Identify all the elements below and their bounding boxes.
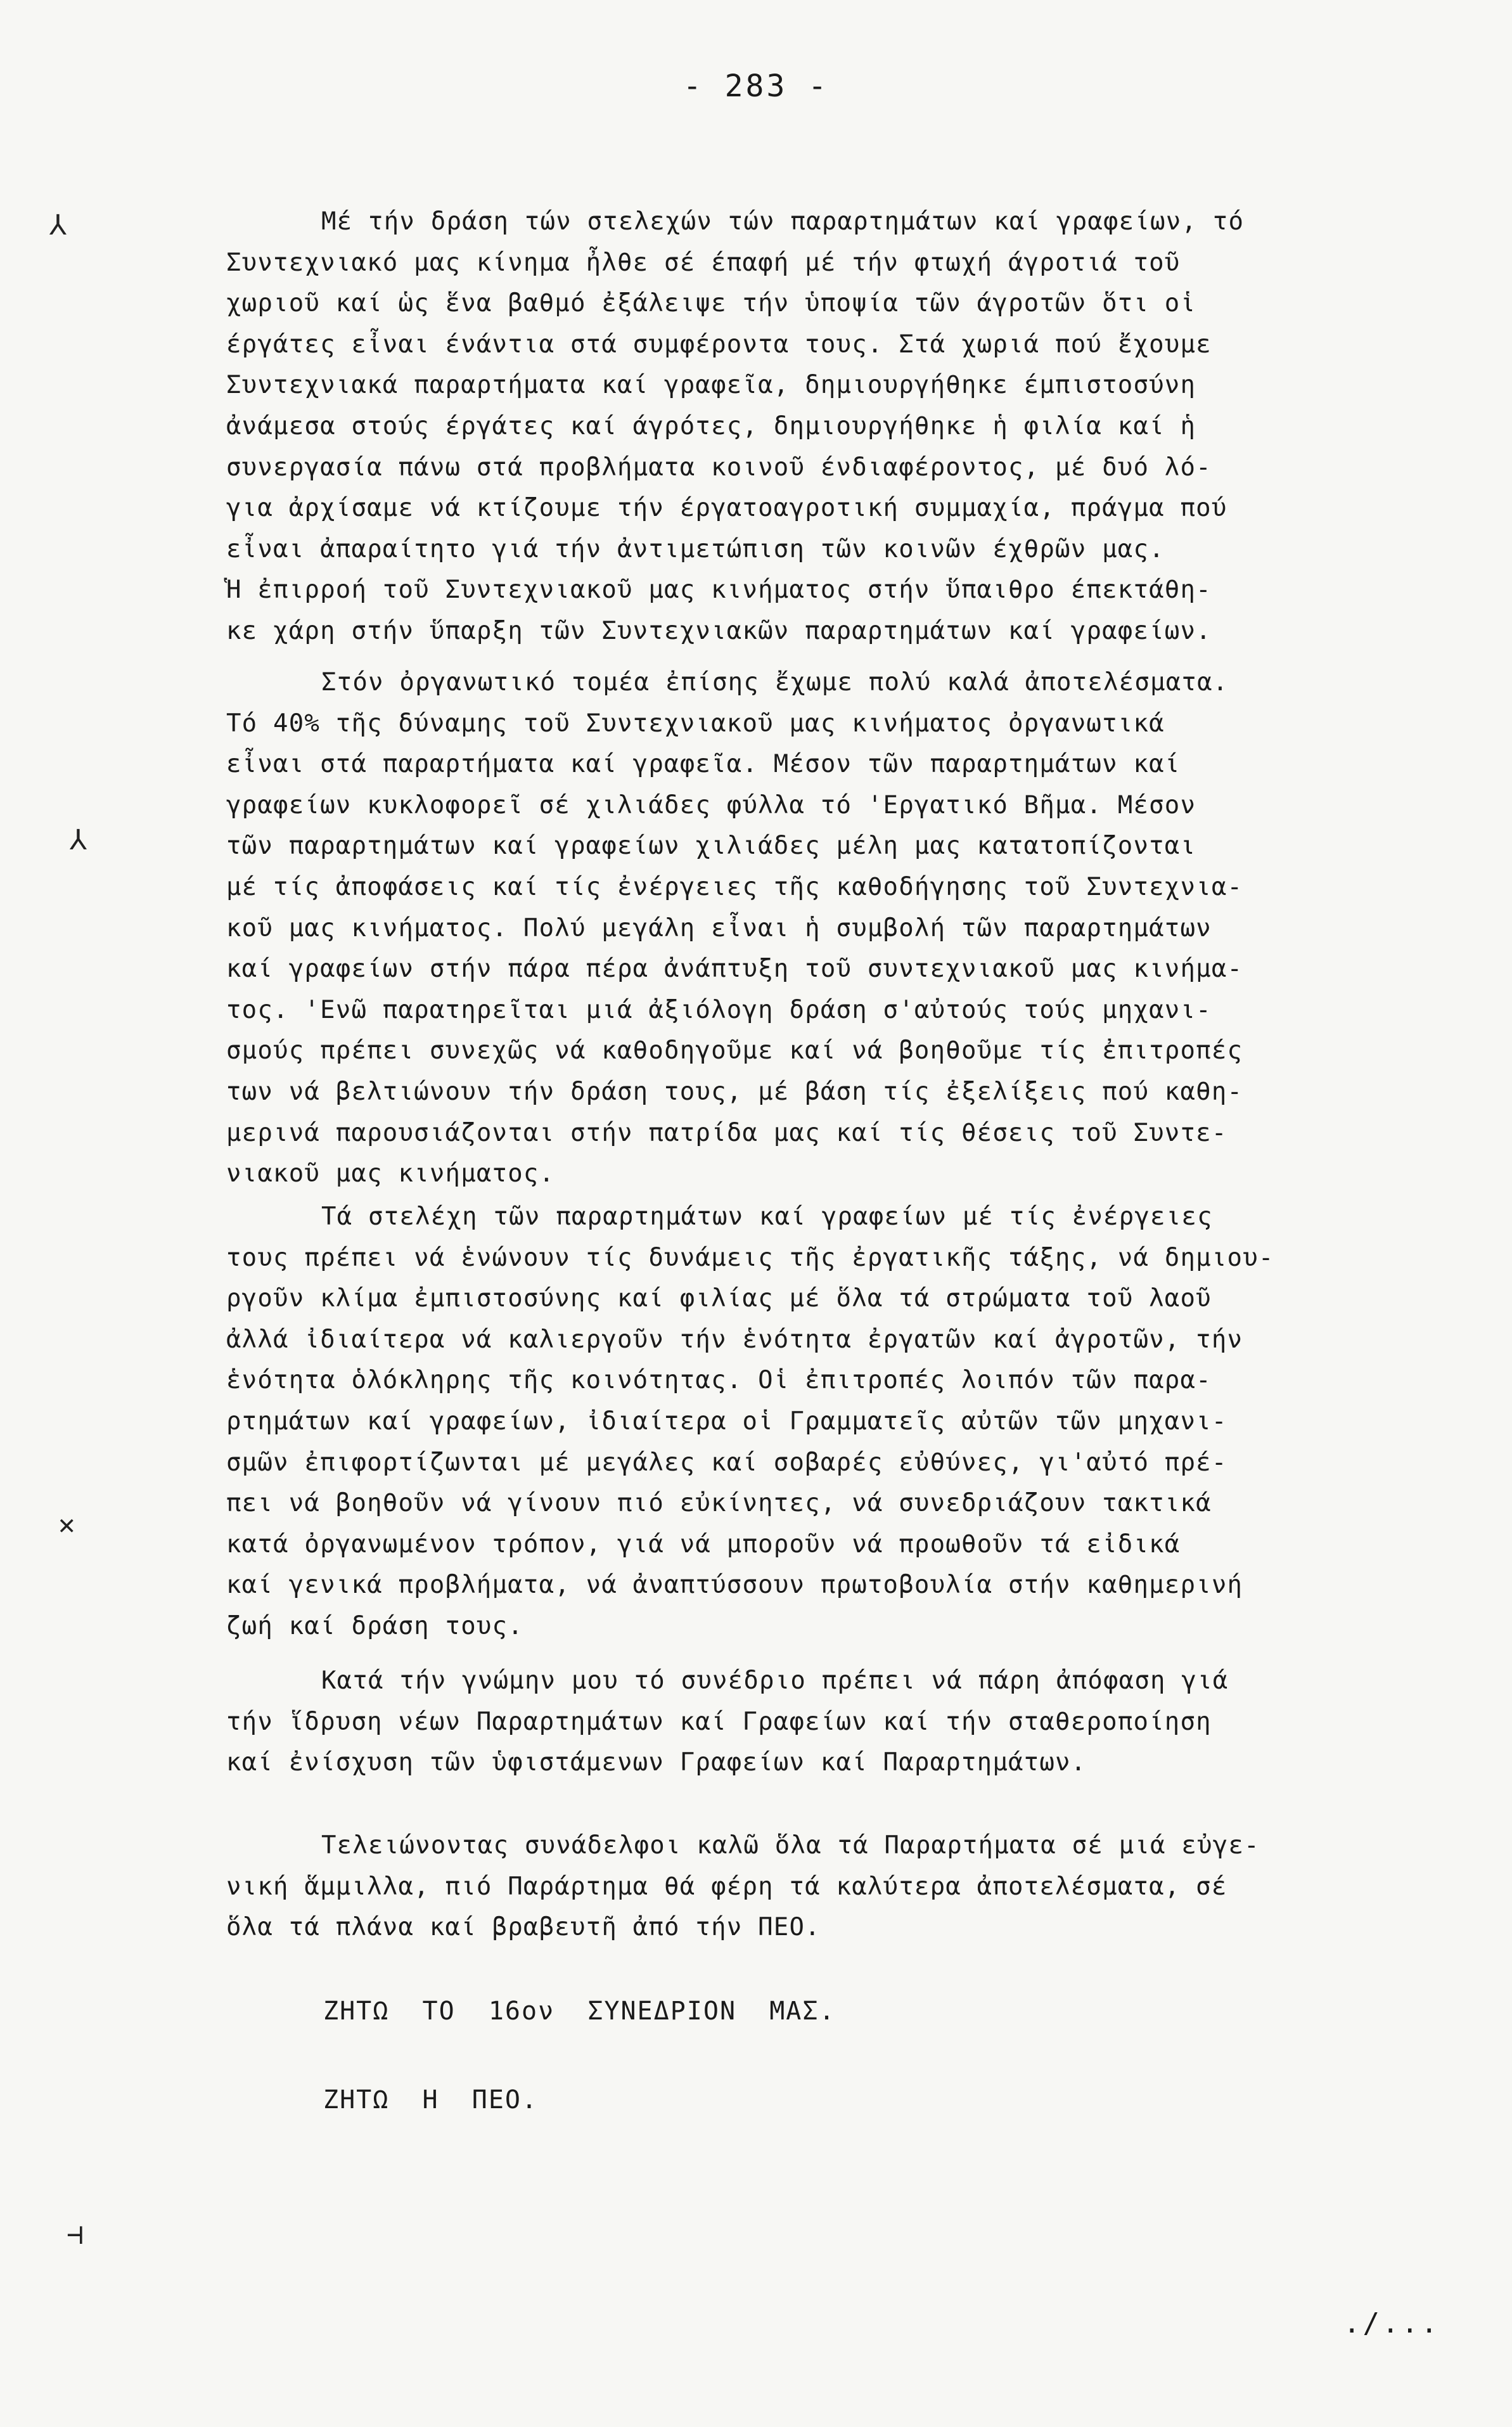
text-line: έργάτες εἶναι ένάντια στά συμφέροντα τους. Στά χωριά πού ἔχουμε	[226, 330, 1212, 359]
text-line: Στόν ὀργανωτικό τομέα ἐπίσης ἔχωμε πολύ καλά ἀποτελέσματα.	[321, 668, 1229, 697]
margin-mark-2: ⅄	[70, 824, 87, 856]
text-line: ἀλλά ἰδιαίτερα νά καλιεργοῦν τήν ἑνότητα ἐργατῶν καί ἀγροτῶν, τήν	[226, 1325, 1243, 1354]
text-line: κατά ὀργανωμένον τρόπον, γιά νά μποροῦν νά προωθοῦν τά εἰδικά	[226, 1529, 1181, 1559]
text-line: ἑνότητα ὁλόκληρης τῆς κοινότητας. Οἱ ἐπιτροπές λοιπόν τῶν παρα-	[226, 1366, 1212, 1395]
paragraph-2	[226, 662, 1468, 1195]
text-line: εἶναι ἀπαραίτητο γιά τήν ἀντιμετώπιση τῶν κοινῶν έχθρῶν μας.	[226, 534, 1165, 563]
page-number: - 283 -	[682, 68, 830, 104]
text-line: για ἀρχίσαμε νά κτίζουμε τήν έργατοαγροτική συμμαχία, πράγμα πού	[226, 494, 1227, 523]
text-line: Τελειώνοντας συνάδελφοι καλῶ ὅλα τά Παραρτήματα σέ μιά εὐγε-	[321, 1831, 1260, 1860]
text-line: ὅλα τά πλάνα καί βραβευτῆ ἀπό τήν ΠΕΟ.	[226, 1913, 821, 1942]
text-line: μερινά παρουσιάζονται στήν πατρίδα μας καί τίς θέσεις τοῦ Συντε-	[226, 1118, 1227, 1147]
text-line: τῶν παραρτημάτων καί γραφείων χιλιάδες μέλη μας κατατοπίζονται	[226, 832, 1196, 861]
text-line: εἶναι στά παραρτήματα καί γραφεῖα. Μέσον τῶν παραρτημάτων καί	[226, 750, 1181, 779]
text-line: κοῦ μας κινήματος. Πολύ μεγάλη εἶναι ἡ συμβολή τῶν παραρτημάτων	[226, 913, 1212, 943]
text-line: Μέ τήν δράση τών στελεχών τών παραρτημάτων καί γραφείων, τό	[321, 207, 1245, 236]
slogan-peo: ΖΗΤΩ Η ΠΕΟ.	[323, 2085, 539, 2115]
text-line: ρτημάτων καί γραφείων, ἰδιαίτερα οἱ Γραμματεῖς αὐτῶν τῶν μηχανι-	[226, 1407, 1227, 1436]
text-line: τος. 'Ενῶ παρατηρεῖται μιά ἀξιόλογη δράση σ'αὐτούς τούς μηχανι-	[226, 995, 1212, 1024]
text-line: νιακοῦ μας κινήματος.	[226, 1159, 555, 1188]
paragraph-5	[226, 1825, 1468, 1948]
text-line: καί ἐνίσχυση τῶν ὑφιστάμενων Γραφείων καί Παραρτημάτων.	[226, 1748, 1087, 1777]
text-line: Συντεχνιακά παραρτήματα καί γραφεῖα, δημιουργήθηκε έμπιστοσύνη	[226, 371, 1196, 400]
text-line: σμῶν ἐπιφορτίζωνται μέ μεγάλες καί σοβαρές εὐθύνες, γι'αὐτό πρέ-	[226, 1448, 1227, 1477]
text-line: τήν ἵδρυση νέων Παραρτημάτων καί Γραφείων καί τήν σταθεροποίηση	[226, 1707, 1212, 1736]
margin-mark-4: ⊣	[67, 2218, 84, 2251]
text-line: καί γραφείων στήν πάρα πέρα ἀνάπτυξη τοῦ συντεχνιακοῦ μας κινήμα-	[226, 955, 1243, 984]
text-line: ργοῦν κλίμα ἐμπιστοσύνης καί φιλίας μέ ὅλα τά στρώματα τοῦ λαοῦ	[226, 1284, 1212, 1313]
text-line: των νά βελτιώνουν τήν δράση τους, μέ βάση τίς ἐξελίξεις πού καθη-	[226, 1077, 1243, 1106]
text-line: συνεργασία πάνω στά προβλήματα κοινοῦ ένδιαφέροντος, μέ δυό λό-	[226, 453, 1212, 482]
text-line: Τά στελέχη τῶν παραρτημάτων καί γραφείων μέ τίς ἐνέργειες	[321, 1202, 1213, 1231]
text-line: ζωή καί δράση τους.	[226, 1611, 523, 1640]
text-line: Συντεχνιακό μας κίνημα ἦλθε σέ έπαφή μέ τήν φτωχή άγροτιά τοῦ	[226, 248, 1181, 277]
margin-mark-3: ✕	[58, 1509, 75, 1541]
text-line: πει νά βοηθοῦν νά γίνουν πιό εὐκίνητες, νά συνεδριάζουν τακτικά	[226, 1489, 1212, 1518]
paragraph-1	[226, 202, 1468, 652]
text-line: Ἡ ἐπιρροή τοῦ Συντεχνιακοῦ μας κινήματος στήν ὕπαιθρο έπεκτάθη-	[226, 576, 1212, 605]
continuation-mark: ./...	[1343, 2307, 1440, 2340]
text-line: χωριοῦ καί ὡς ἕνα βαθμό ἐξάλειψε τήν ὑποψία τῶν άγροτῶν ὅτι οἱ	[226, 289, 1196, 318]
paragraph-4	[226, 1661, 1468, 1784]
text-line: Κατά τήν γνώμην μου τό συνέδριο πρέπει νά πάρη ἀπόφαση γιά	[321, 1666, 1229, 1695]
text-line: καί γενικά προβλήματα, νά ἀναπτύσσουν πρωτοβουλία στήν καθημερινή	[226, 1571, 1243, 1600]
text-line: γραφείων κυκλοφορεῖ σέ χιλιάδες φύλλα τό 'Εργατικό Βῆμα. Μέσον	[226, 790, 1196, 820]
slogan-congress: ΖΗΤΩ ΤΟ 16ον ΣΥΝΕΔΡΙΟΝ ΜΑΣ.	[323, 1997, 836, 2026]
text-line: ἀνάμεσα στούς έργάτες καί άγρότες, δημιουργήθηκε ἡ φιλία καί ἡ	[226, 411, 1196, 441]
text-line: τους πρέπει νά ἑνώνουν τίς δυνάμεις τῆς ἐργατικῆς τάξης, νά δημιου-	[226, 1243, 1274, 1272]
paragraph-3	[226, 1197, 1468, 1647]
margin-mark-1: ⅄	[49, 209, 67, 241]
text-line: Τό 40% τῆς δύναμης τοῦ Συντεχνιακοῦ μας κινήματος ὀργανωτικά	[226, 709, 1165, 738]
text-line: σμούς πρέπει συνεχῶς νά καθοδηγοῦμε καί νά βοηθοῦμε τίς ἐπιτροπές	[226, 1036, 1243, 1065]
text-line: νική ἅμμιλλα, πιό Παράρτημα θά φέρη τά καλύτερα ἀποτελέσματα, σέ	[226, 1872, 1227, 1901]
text-line: κε χάρη στήν ὕπαρξη τῶν Συντεχνιακῶν παραρτημάτων καί γραφείων.	[226, 616, 1212, 645]
text-line: μέ τίς ἀποφάσεις καί τίς ἐνέργειες τῆς καθοδήγησης τοῦ Συντεχνια-	[226, 872, 1243, 901]
